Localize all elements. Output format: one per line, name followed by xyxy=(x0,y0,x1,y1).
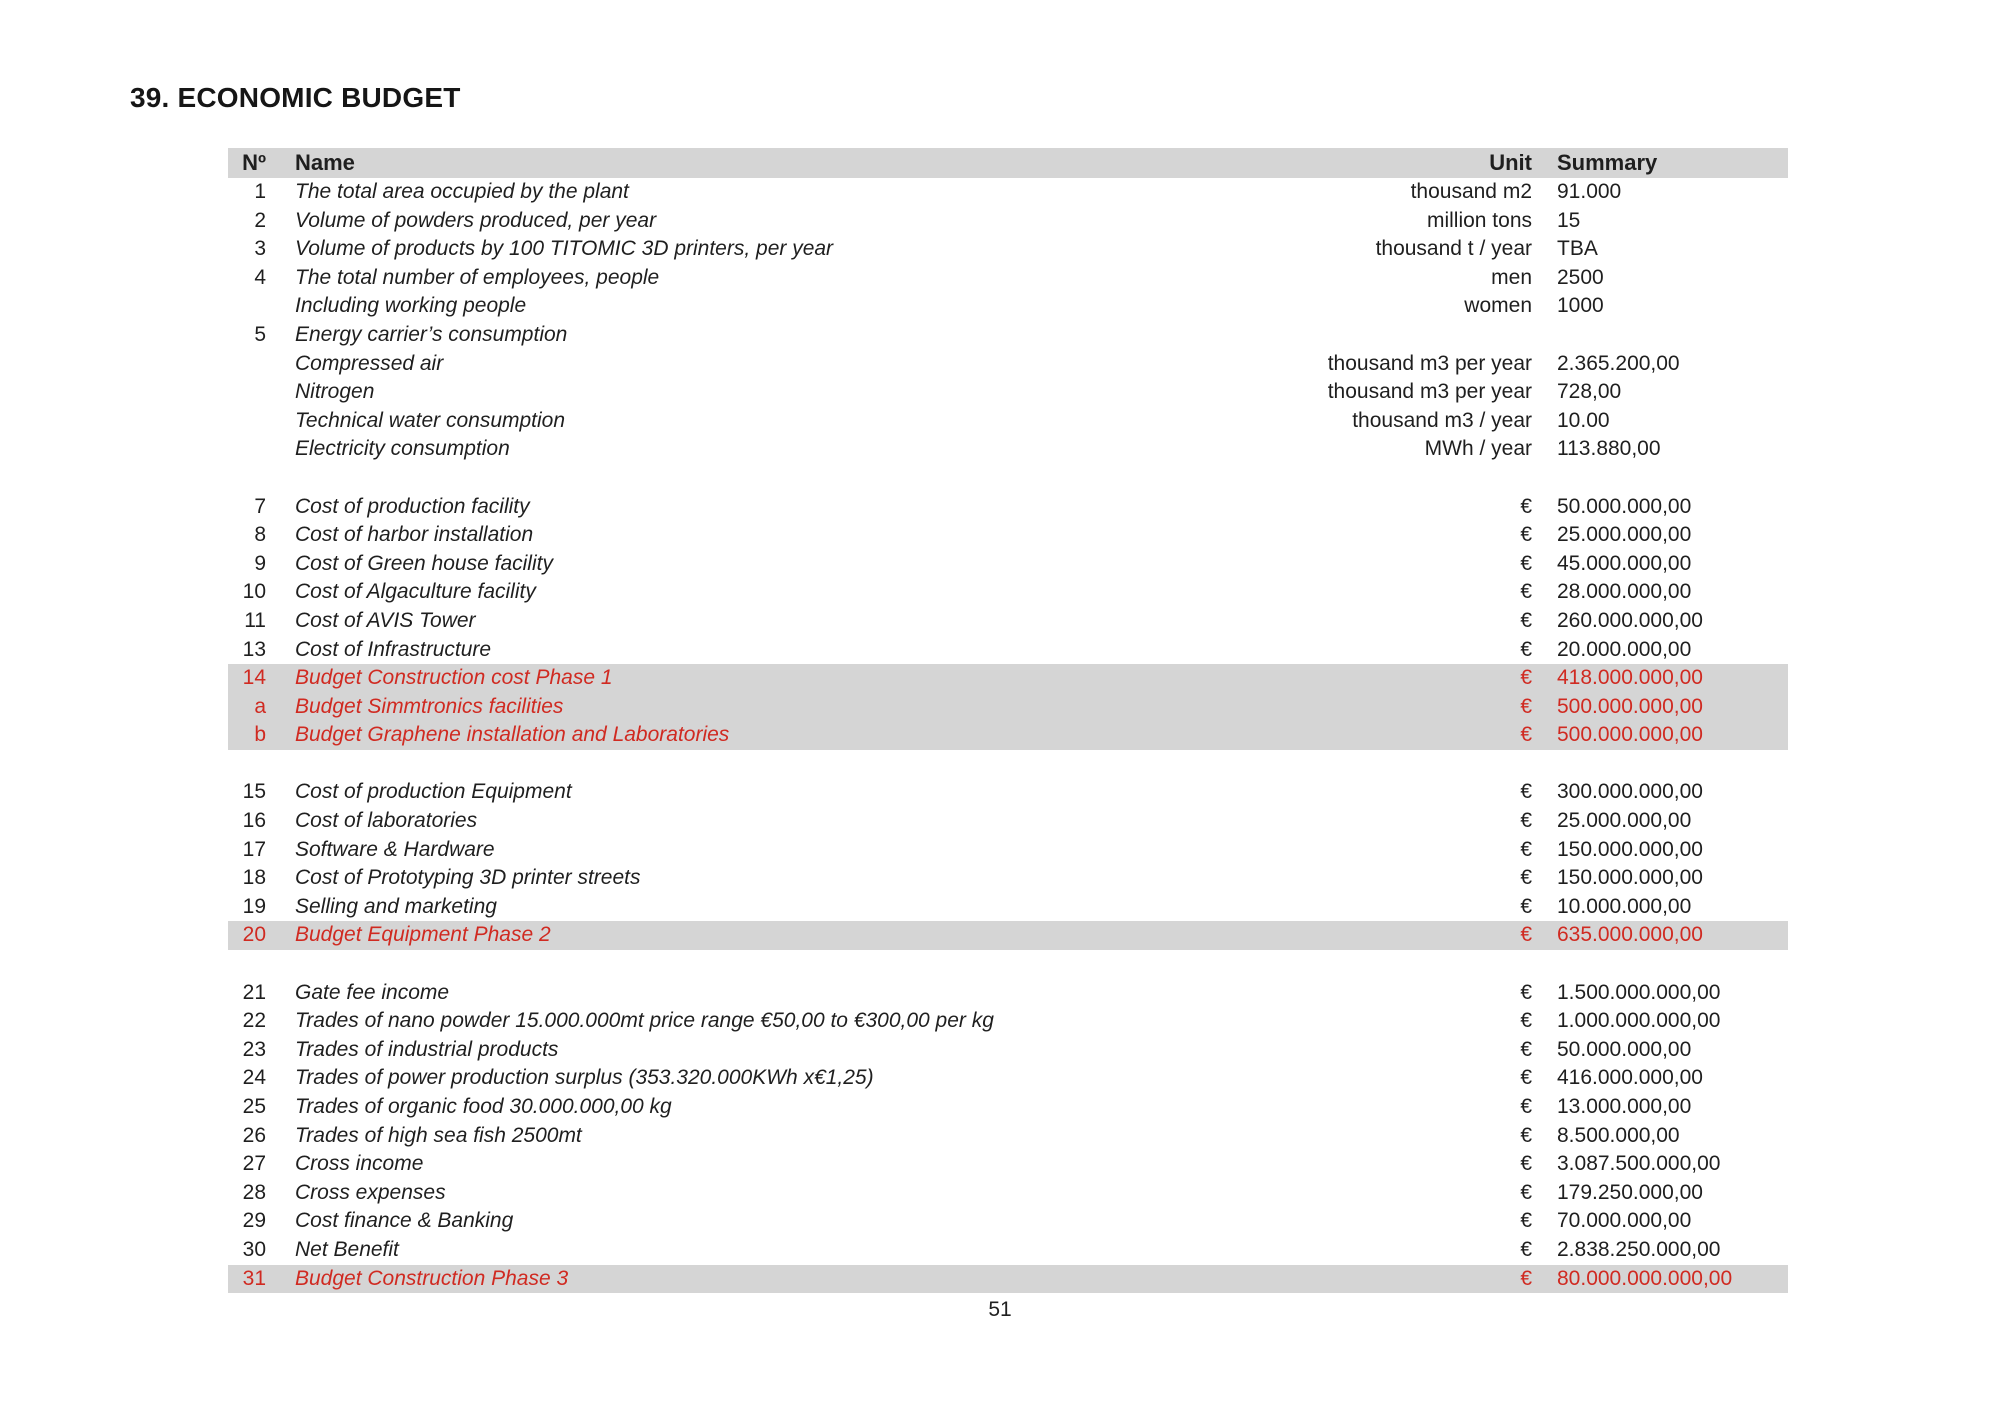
row-name: Trades of power production surplus (353.320.000KWh x€1,25) xyxy=(295,1066,874,1090)
row-name: Net Benefit xyxy=(295,1237,399,1261)
table-row xyxy=(228,264,1788,293)
table-row xyxy=(228,864,1788,893)
row-unit: € xyxy=(1520,780,1532,804)
row-unit: € xyxy=(1520,1037,1532,1061)
row-summary: 260.000.000,00 xyxy=(1557,608,1703,632)
row-summary xyxy=(1532,950,1788,979)
row-name: Trades of high sea fish 2500mt xyxy=(295,1123,582,1147)
row-summary: 2500 xyxy=(1557,265,1604,289)
row-summary: 150.000.000,00 xyxy=(1557,837,1703,861)
row-summary: 45.000.000,00 xyxy=(1557,551,1692,575)
row-summary: 15 xyxy=(1557,208,1581,232)
table-row xyxy=(228,1207,1788,1236)
row-summary: 10.000.000,00 xyxy=(1557,894,1692,918)
row-summary: 1.000.000.000,00 xyxy=(1557,1009,1721,1033)
row-num: 25 xyxy=(242,1095,266,1118)
table-row xyxy=(228,178,1788,207)
row-num: 31 xyxy=(242,1266,266,1290)
row-unit: € xyxy=(1520,923,1532,947)
row-num: 1 xyxy=(254,180,266,203)
table-row xyxy=(228,607,1788,636)
row-name xyxy=(278,464,1190,493)
row-name: Budget Construction Phase 3 xyxy=(295,1266,569,1290)
row-unit: € xyxy=(1520,494,1532,518)
row-name: Cost of Algaculture facility xyxy=(295,580,536,604)
table-row xyxy=(228,1036,1788,1065)
table-row xyxy=(228,521,1788,550)
row-name: Cost finance & Banking xyxy=(295,1209,514,1233)
row-num: 9 xyxy=(254,551,266,575)
row-unit xyxy=(1190,950,1532,979)
table-row xyxy=(228,1007,1788,1036)
row-summary: 418.000.000,00 xyxy=(1557,666,1703,690)
row-name: Software & Hardware xyxy=(295,837,495,861)
row-num: 2 xyxy=(254,208,266,232)
row-unit: € xyxy=(1520,837,1532,861)
row-unit: € xyxy=(1520,894,1532,918)
row-summary: 80.000.000.000,00 xyxy=(1557,1266,1733,1290)
row-unit: € xyxy=(1520,1095,1532,1118)
table-row xyxy=(228,1122,1788,1151)
row-num xyxy=(228,435,278,464)
row-unit: € xyxy=(1520,1266,1532,1290)
row-summary: 28.000.000,00 xyxy=(1557,580,1692,604)
row-unit xyxy=(1190,750,1532,779)
row-name: Trades of nano powder 15.000.000mt price range €50,00 to €300,00 per kg xyxy=(295,1009,994,1033)
table-row xyxy=(228,292,1788,321)
row-unit: € xyxy=(1520,523,1532,547)
row-summary xyxy=(1532,750,1788,779)
row-num: 20 xyxy=(242,923,266,947)
row-num: 17 xyxy=(242,837,266,861)
row-unit: € xyxy=(1520,1009,1532,1033)
row-num: 10 xyxy=(242,580,266,604)
row-num: 24 xyxy=(242,1066,266,1090)
row-num: 4 xyxy=(254,265,266,289)
row-summary: 300.000.000,00 xyxy=(1557,780,1703,804)
row-name: The total number of employees, people xyxy=(295,265,660,289)
table-row xyxy=(228,550,1788,579)
row-name: Selling and marketing xyxy=(295,894,497,918)
budget-table xyxy=(228,148,1788,1293)
table-row xyxy=(228,235,1788,264)
row-name: Compressed air xyxy=(295,351,444,375)
row-num: b xyxy=(254,723,266,747)
row-unit: € xyxy=(1520,866,1532,890)
row-unit: € xyxy=(1520,1237,1532,1261)
row-summary: 20.000.000,00 xyxy=(1557,637,1692,661)
row-name: The total area occupied by the plant xyxy=(295,180,629,203)
row-unit xyxy=(1190,321,1532,350)
row-summary: 1000 xyxy=(1557,294,1604,318)
row-summary: 8.500.000,00 xyxy=(1557,1123,1680,1147)
row-unit: € xyxy=(1520,666,1532,690)
row-unit: women xyxy=(1464,294,1532,318)
table-row xyxy=(228,407,1788,436)
row-unit: € xyxy=(1520,608,1532,632)
table-row xyxy=(228,807,1788,836)
row-name: Cost of production Equipment xyxy=(295,780,572,804)
row-name: Trades of industrial products xyxy=(295,1037,559,1061)
table-row xyxy=(228,836,1788,865)
table-row xyxy=(228,693,1788,722)
row-num: 7 xyxy=(254,494,266,518)
row-name: Trades of organic food 30.000.000,00 kg xyxy=(295,1095,672,1118)
row-name: Cross income xyxy=(295,1152,424,1176)
table-row xyxy=(228,778,1788,807)
row-name: Cost of Infrastructure xyxy=(295,637,492,661)
row-summary: 500.000.000,00 xyxy=(1557,694,1703,718)
row-summary: 10.00 xyxy=(1557,408,1610,432)
table-body xyxy=(228,178,1788,1293)
row-name: Cost of AVIS Tower xyxy=(295,608,476,632)
header-name: Name xyxy=(295,150,355,175)
row-unit: thousand m3 / year xyxy=(1352,408,1532,432)
row-num xyxy=(228,950,278,979)
row-name: Budget Equipment Phase 2 xyxy=(295,923,551,947)
table-row xyxy=(228,464,1788,493)
page-number: 51 xyxy=(988,1298,1012,1321)
table-row xyxy=(228,950,1788,979)
row-num: 11 xyxy=(244,608,266,632)
row-summary: 179.250.000,00 xyxy=(1557,1180,1703,1204)
row-unit: € xyxy=(1520,637,1532,661)
row-summary: 500.000.000,00 xyxy=(1557,723,1703,747)
row-unit: € xyxy=(1520,1066,1532,1090)
row-num: 13 xyxy=(242,637,266,661)
row-name: Including working people xyxy=(295,294,527,318)
row-summary: 3.087.500.000,00 xyxy=(1557,1152,1721,1176)
header-summary: Summary xyxy=(1557,150,1658,175)
row-unit: € xyxy=(1520,723,1532,747)
table-row xyxy=(228,664,1788,693)
table-header-row xyxy=(228,148,1788,178)
row-name: Cost of Green house facility xyxy=(295,551,553,575)
table-row xyxy=(228,1265,1788,1294)
row-num xyxy=(228,750,278,779)
table-row xyxy=(228,1236,1788,1265)
row-unit: million tons xyxy=(1426,208,1532,232)
row-unit: men xyxy=(1491,265,1532,289)
table-row xyxy=(228,1064,1788,1093)
row-num: 19 xyxy=(242,894,266,918)
table-row xyxy=(228,636,1788,665)
row-name: Cost of laboratories xyxy=(295,809,478,833)
row-name xyxy=(278,750,1190,779)
row-num: a xyxy=(254,694,266,718)
row-name: Cost of production facility xyxy=(295,494,530,518)
row-unit: MWh / year xyxy=(1424,437,1532,461)
table-row xyxy=(228,207,1788,236)
row-summary: 113.880,00 xyxy=(1557,437,1661,461)
row-summary: 635.000.000,00 xyxy=(1557,923,1703,947)
row-summary: 13.000.000,00 xyxy=(1557,1095,1692,1118)
row-name: Cost of Prototyping 3D printer streets xyxy=(295,866,641,890)
row-name: Gate fee income xyxy=(295,980,450,1004)
row-num: 16 xyxy=(242,809,266,833)
row-name: Nitrogen xyxy=(295,380,375,404)
row-summary: 150.000.000,00 xyxy=(1557,866,1703,890)
row-name: Volume of powders produced, per year xyxy=(295,208,657,232)
table-row xyxy=(228,979,1788,1008)
row-unit: thousand t / year xyxy=(1375,237,1532,261)
header-num: Nº xyxy=(242,150,266,175)
row-summary: 1.500.000.000,00 xyxy=(1557,980,1721,1004)
row-summary: 25.000.000,00 xyxy=(1557,523,1692,547)
row-summary: 728,00 xyxy=(1557,380,1622,404)
row-unit: € xyxy=(1520,1123,1532,1147)
row-num: 28 xyxy=(242,1180,266,1204)
table-row xyxy=(228,750,1788,779)
table-row xyxy=(228,1179,1788,1208)
row-name: Technical water consumption xyxy=(295,408,566,432)
row-summary: 416.000.000,00 xyxy=(1557,1066,1703,1090)
table-row xyxy=(228,578,1788,607)
table-row xyxy=(228,921,1788,950)
row-summary: TBA xyxy=(1557,237,1598,261)
row-num xyxy=(228,350,278,379)
row-num xyxy=(228,292,278,321)
row-num: 22 xyxy=(242,1009,266,1033)
row-unit: € xyxy=(1520,580,1532,604)
row-num: 18 xyxy=(242,866,266,890)
row-unit: € xyxy=(1520,1152,1532,1176)
row-name: Budget Construction cost Phase 1 xyxy=(295,666,613,690)
row-summary: 50.000.000,00 xyxy=(1557,494,1692,518)
row-num: 14 xyxy=(242,666,266,690)
table-row xyxy=(228,350,1788,379)
row-summary: 2.838.250.000,00 xyxy=(1557,1237,1721,1261)
row-name: Cost of harbor installation xyxy=(295,523,534,547)
section-title: 39. ECONOMIC BUDGET xyxy=(130,82,461,113)
table-row xyxy=(228,1093,1788,1122)
table-row xyxy=(228,321,1788,350)
row-unit xyxy=(1190,464,1532,493)
row-name xyxy=(278,950,1190,979)
row-num: 30 xyxy=(242,1237,266,1261)
row-num xyxy=(228,407,278,436)
row-num: 26 xyxy=(242,1123,266,1147)
row-summary xyxy=(1532,464,1788,493)
table-row xyxy=(228,1150,1788,1179)
row-num: 3 xyxy=(254,237,266,261)
row-num: 8 xyxy=(254,523,266,547)
row-name: Budget Graphene installation and Laboratories xyxy=(295,723,730,747)
row-name: Energy carrier’s consumption xyxy=(295,322,568,346)
row-summary: 50.000.000,00 xyxy=(1557,1037,1692,1061)
row-name: Cross expenses xyxy=(295,1180,446,1204)
row-num: 23 xyxy=(242,1037,266,1061)
table-row xyxy=(228,435,1788,464)
row-num: 15 xyxy=(242,780,266,804)
row-unit: € xyxy=(1520,551,1532,575)
row-unit: € xyxy=(1520,809,1532,833)
row-name: Budget Simmtronics facilities xyxy=(295,694,564,718)
row-summary: 25.000.000,00 xyxy=(1557,809,1692,833)
row-unit: € xyxy=(1520,694,1532,718)
row-summary xyxy=(1532,321,1788,350)
row-name: Volume of products by 100 TITOMIC 3D printers, per year xyxy=(295,237,834,261)
row-num xyxy=(228,378,278,407)
row-unit: € xyxy=(1520,1209,1532,1233)
header-unit: Unit xyxy=(1489,150,1532,175)
row-num: 27 xyxy=(242,1152,266,1176)
table-row xyxy=(228,721,1788,750)
row-num: 5 xyxy=(254,322,266,346)
row-unit: thousand m2 xyxy=(1410,180,1532,203)
row-unit: € xyxy=(1520,1180,1532,1204)
table-row xyxy=(228,378,1788,407)
row-summary: 2.365.200,00 xyxy=(1557,351,1680,375)
row-num: 29 xyxy=(242,1209,266,1233)
row-summary: 70.000.000,00 xyxy=(1557,1209,1692,1233)
table-row xyxy=(228,493,1788,522)
row-num: 21 xyxy=(242,980,266,1004)
row-summary: 91.000 xyxy=(1557,180,1622,203)
row-unit: thousand m3 per year xyxy=(1327,351,1532,375)
row-name: Electricity consumption xyxy=(295,437,510,461)
row-unit: thousand m3 per year xyxy=(1327,380,1532,404)
row-unit: € xyxy=(1520,980,1532,1004)
table-row xyxy=(228,893,1788,922)
row-num xyxy=(228,464,278,493)
